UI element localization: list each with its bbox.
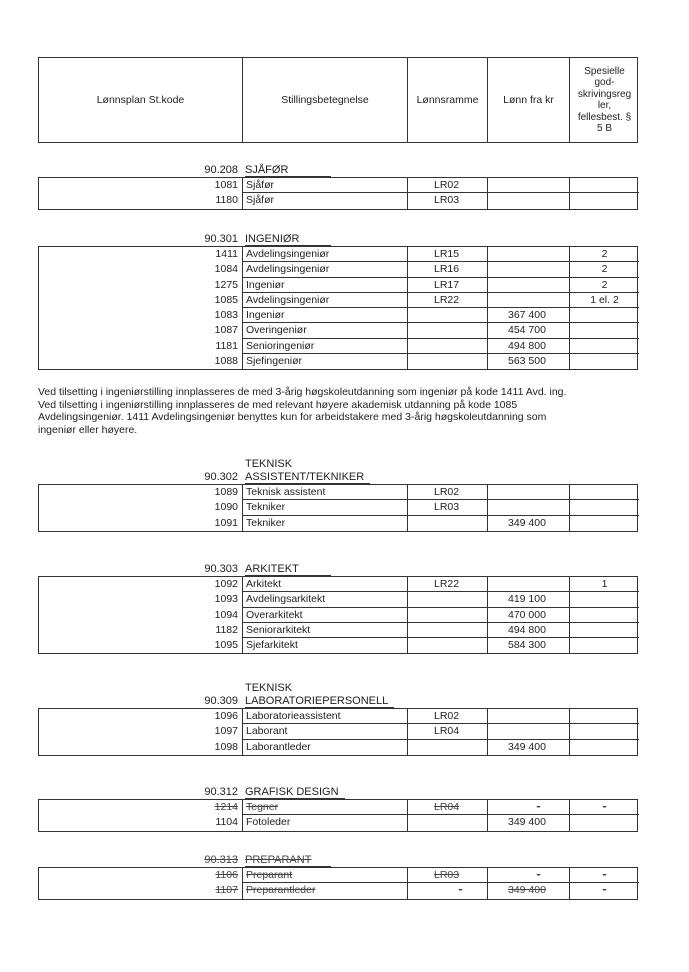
table-row <box>39 323 637 338</box>
salary-from <box>488 724 570 739</box>
section-name: TEKNISK ASSISTENT/TEKNIKER <box>245 458 370 484</box>
position-code: 1275 <box>39 278 243 293</box>
section <box>38 853 638 900</box>
position-title: Tegner <box>243 800 408 815</box>
section-title <box>38 562 638 576</box>
special-rules: 2 <box>570 262 639 277</box>
salary-range: LR02 <box>408 709 488 724</box>
salary-range <box>408 623 488 638</box>
salary-from: 454 700 <box>488 323 570 338</box>
section-title <box>38 682 638 708</box>
salary-range <box>408 339 488 354</box>
special-rules <box>570 339 639 354</box>
position-code: 1083 <box>39 308 243 323</box>
salary-from: 470 000 <box>488 608 570 623</box>
position-title: Laboratorieassistent <box>243 709 408 724</box>
special-rules <box>570 592 639 607</box>
position-code: 1107 <box>39 883 243 898</box>
special-rules <box>570 308 639 323</box>
special-rules <box>570 740 639 755</box>
section-title <box>38 232 638 246</box>
section-table <box>38 867 638 900</box>
section-table <box>38 484 638 532</box>
position-code: 1106 <box>39 868 243 883</box>
section <box>38 458 638 532</box>
salary-from: - <box>488 868 570 883</box>
position-code: 1182 <box>39 623 243 638</box>
salary-range <box>408 516 488 531</box>
salary-from: 349 400 <box>488 815 570 830</box>
salary-from <box>488 485 570 500</box>
special-rules: - <box>602 884 607 897</box>
salary-range: LR17 <box>408 278 488 293</box>
ingenior-note: Ved tilsetting i ingeniørstilling innplasseres de med 3-årig høgskoleutdanning som ingeniør på kode 1411 Avd. ing. Ved tilsetting i ingeniørstilling innplasseres de med relevant høyere akademisk utdanning på kode 1085 Avdelingsingeniør. 1411 Avdelingsingeniør benyttes kun for arbeidstakere med 3-årig høgskoleutdanning som ingeniør eller høyere. <box>38 386 567 436</box>
position-title: Sjefingeniør <box>243 354 408 369</box>
special-rules <box>570 354 639 369</box>
table-row <box>39 485 637 500</box>
section-name: GRAFISK DESIGN <box>245 786 345 800</box>
section <box>38 682 638 756</box>
special-rules <box>570 178 639 193</box>
salary-from: 584 300 <box>488 638 570 653</box>
section-title <box>38 163 638 177</box>
position-title: Preparantleder <box>243 883 408 898</box>
table-row <box>39 868 637 883</box>
salary-range: LR16 <box>408 262 488 277</box>
table-row <box>39 293 637 308</box>
special-rules: 2 <box>570 278 639 293</box>
position-code: 1180 <box>39 193 243 208</box>
section-title <box>38 458 638 484</box>
table-row <box>39 608 637 623</box>
header-stillingsbetegnelse: Stillingsbetegnelse <box>243 58 408 142</box>
position-code: 1084 <box>39 262 243 277</box>
section-code: 90.302 <box>204 471 238 483</box>
salary-range <box>408 740 488 755</box>
section-table <box>38 799 638 832</box>
position-title: Avdelingsarkitekt <box>243 592 408 607</box>
salary-from: 349 400 <box>488 883 570 898</box>
special-rules <box>570 193 639 208</box>
special-rules <box>570 608 639 623</box>
position-code: 1081 <box>39 178 243 193</box>
salary-range <box>408 323 488 338</box>
table-row <box>39 193 637 208</box>
special-rules <box>570 815 639 830</box>
table-row <box>39 815 637 830</box>
salary-from <box>488 178 570 193</box>
position-title: Fotoleder <box>243 815 408 830</box>
position-title: Arkitekt <box>243 577 408 592</box>
position-title: Ingeniør <box>243 308 408 323</box>
section-code: 90.208 <box>204 164 238 176</box>
special-rules: 1 <box>570 577 639 592</box>
table-row <box>39 638 637 653</box>
position-code: 1093 <box>39 592 243 607</box>
position-code: 1181 <box>39 339 243 354</box>
salary-range <box>408 815 488 830</box>
salary-range <box>408 354 488 369</box>
position-code: 1091 <box>39 516 243 531</box>
table-row <box>39 623 637 638</box>
position-title: Preparant <box>243 868 408 883</box>
section-code: 90.313 <box>204 854 238 866</box>
salary-range: LR02 <box>408 178 488 193</box>
salary-range: LR15 <box>408 247 488 262</box>
position-title: Overarkitekt <box>243 608 408 623</box>
special-rules <box>570 500 639 515</box>
table-row <box>39 883 637 898</box>
position-title: Laborantleder <box>243 740 408 755</box>
salary-range: LR22 <box>408 577 488 592</box>
special-rules <box>570 638 639 653</box>
salary-from: 494 800 <box>488 339 570 354</box>
position-code: 1085 <box>39 293 243 308</box>
position-code: 1092 <box>39 577 243 592</box>
special-rules <box>570 623 639 638</box>
position-code: 1098 <box>39 740 243 755</box>
salary-range <box>408 592 488 607</box>
header-lonn-fra: Lønn fra kr <box>488 58 570 142</box>
position-title: Overingeniør <box>243 323 408 338</box>
table-row <box>39 178 637 193</box>
section-title <box>38 785 638 799</box>
position-title: Tekniker <box>243 500 408 515</box>
salary-range: - <box>408 883 488 898</box>
salary-from <box>488 262 570 277</box>
section-table <box>38 708 638 756</box>
section <box>38 163 638 210</box>
position-title: Sjefarkitekt <box>243 638 408 653</box>
position-code: 1104 <box>39 815 243 830</box>
salary-from: - <box>488 800 570 815</box>
salary-range <box>408 638 488 653</box>
special-rules: 1 el. 2 <box>570 293 639 308</box>
position-code: 1088 <box>39 354 243 369</box>
salary-from <box>488 500 570 515</box>
section <box>38 232 638 370</box>
position-title: Sjåfør <box>243 178 408 193</box>
salary-range: LR03 <box>408 500 488 515</box>
salary-from <box>488 193 570 208</box>
salary-range: LR03 <box>408 868 488 883</box>
section-code: 90.312 <box>204 786 238 798</box>
special-rules <box>570 516 639 531</box>
table-row <box>39 308 637 323</box>
special-rules: - <box>570 800 639 815</box>
table-row <box>39 800 637 815</box>
position-code: 1096 <box>39 709 243 724</box>
section <box>38 562 638 654</box>
salary-from: 349 400 <box>488 516 570 531</box>
position-code: 1087 <box>39 323 243 338</box>
salary-range: LR04 <box>408 724 488 739</box>
table-row <box>39 278 637 293</box>
position-title: Seniorarkitekt <box>243 623 408 638</box>
position-title: Sjåfør <box>243 193 408 208</box>
position-title: Senioringeniør <box>243 339 408 354</box>
salary-from <box>488 247 570 262</box>
section-name: SJÅFØR <box>245 164 331 178</box>
section-name: TEKNISK LABORATORIEPERSONELL <box>245 682 394 708</box>
position-code: 1214 <box>39 800 243 815</box>
section-code: 90.303 <box>204 563 238 575</box>
table-row <box>39 577 637 592</box>
section <box>38 785 638 832</box>
table-row <box>39 339 637 354</box>
salary-range <box>408 308 488 323</box>
salary-range: LR03 <box>408 193 488 208</box>
header-spesielle: Spesielle god- skrivingsreg ler, fellesbest. § 5 B <box>577 65 632 134</box>
salary-from <box>488 293 570 308</box>
position-code: 1094 <box>39 608 243 623</box>
salary-from <box>488 709 570 724</box>
salary-from <box>488 577 570 592</box>
salary-from: 419 100 <box>488 592 570 607</box>
table-row <box>39 709 637 724</box>
salary-range: LR04 <box>408 800 488 815</box>
table-row <box>39 740 637 755</box>
special-rules <box>570 724 639 739</box>
position-title: Laborant <box>243 724 408 739</box>
section-code: 90.301 <box>204 233 238 245</box>
position-code: 1089 <box>39 485 243 500</box>
special-rules <box>570 709 639 724</box>
table-row <box>39 262 637 277</box>
table-row <box>39 724 637 739</box>
table-row <box>39 516 637 531</box>
position-title: Avdelingsingeniør <box>243 262 408 277</box>
header-lonnsramme: Lønnsramme <box>408 58 488 142</box>
special-rules: - <box>570 868 639 883</box>
section-table <box>38 177 638 210</box>
special-rules <box>570 485 639 500</box>
position-title: Avdelingsingeniør <box>243 247 408 262</box>
position-title: Tekniker <box>243 516 408 531</box>
salary-from: 367 400 <box>488 308 570 323</box>
section-name: ARKITEKT <box>245 563 331 577</box>
special-rules: 2 <box>570 247 639 262</box>
section-code: 90.309 <box>204 695 238 707</box>
table-row <box>39 354 637 369</box>
table-row <box>39 500 637 515</box>
salary-range: LR02 <box>408 485 488 500</box>
position-title: Avdelingsingeniør <box>243 293 408 308</box>
table-row <box>39 592 637 607</box>
salary-from <box>488 278 570 293</box>
salary-from: 349 400 <box>488 740 570 755</box>
position-title: Teknisk assistent <box>243 485 408 500</box>
salary-from: 563 500 <box>488 354 570 369</box>
position-title: Ingeniør <box>243 278 408 293</box>
position-code: 1097 <box>39 724 243 739</box>
section-name: INGENIØR <box>245 233 331 247</box>
position-code: 1095 <box>39 638 243 653</box>
section-table <box>38 246 638 370</box>
header-lonnsplan: Lønnsplan St.kode <box>39 58 243 142</box>
section-title <box>38 853 638 867</box>
position-code: 1090 <box>39 500 243 515</box>
special-rules <box>570 323 639 338</box>
salary-from: 494 800 <box>488 623 570 638</box>
salary-range: LR22 <box>408 293 488 308</box>
position-code: 1411 <box>39 247 243 262</box>
section-name: PREPARANT <box>245 854 331 868</box>
salary-range <box>408 608 488 623</box>
section-table <box>38 576 638 654</box>
table-row <box>39 247 637 262</box>
table-header <box>38 57 638 143</box>
